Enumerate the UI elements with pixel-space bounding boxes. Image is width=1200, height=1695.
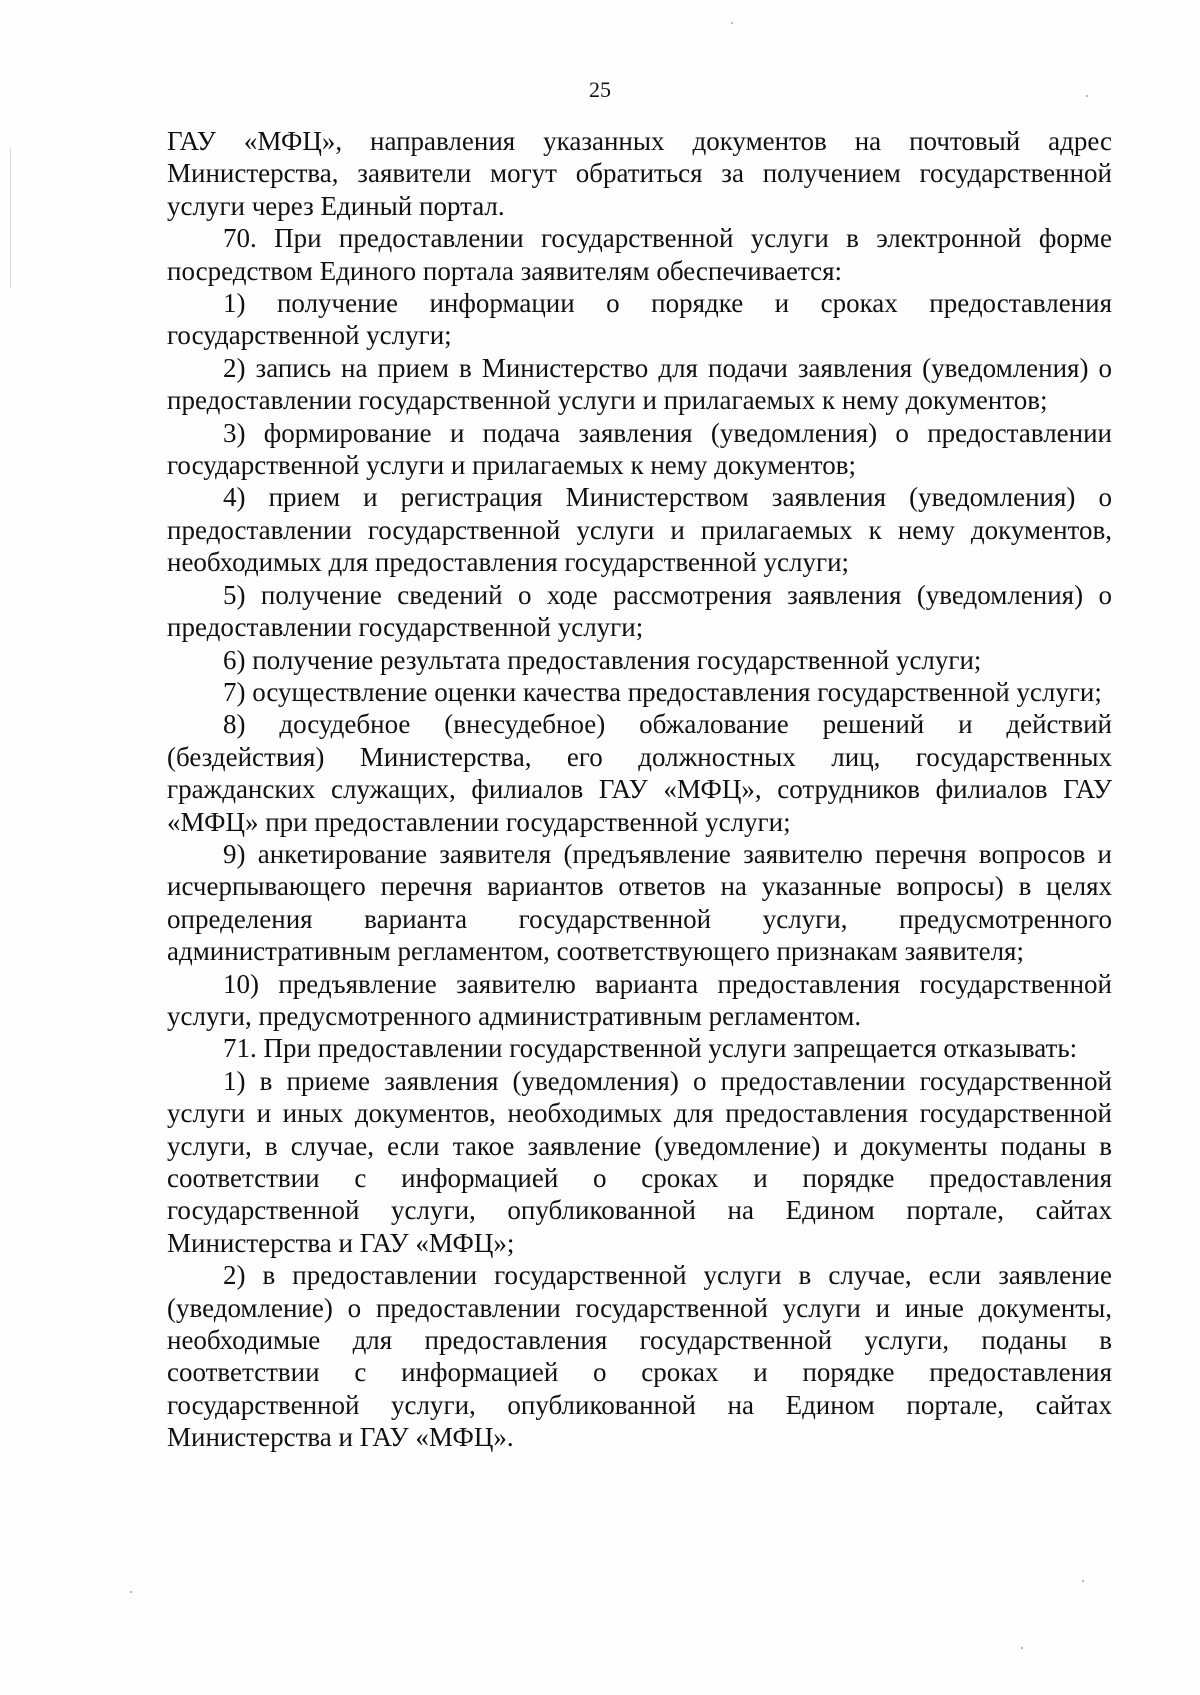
list-item-70-10: 10) предъявление заявителю варианта предоставления государственной услуги, предусмотренного административным регламентом. (167, 968, 1112, 1031)
paragraph-70: 70. При предоставлении государственной услуги в электронной форме посредством Единого портала заявителям обеспечивается: (167, 223, 1112, 286)
document-body (167, 125, 1112, 1454)
scan-speck (130, 1591, 132, 1593)
scan-speck (731, 22, 733, 24)
list-item-70-4: 4) прием и регистрация Министерством заявления (уведомления) о предоставлении государственной услуги и прилагаемых к нему документов, необходимых для предоставления государственной услуги; (167, 482, 1112, 578)
list-item-71-2: 2) в предоставлении государственной услуги в случае, если заявление (уведомление) о предоставлении государственной услуги и иные документы, необходимые для предоставления государственной услуги, поданы в соответствии с информацией о сроках и порядке предоставления государственной услуги, опубликованной на Едином портале, сайтах Министерства и ГАУ «МФЦ». (167, 1260, 1112, 1453)
list-item-70-2: 2) запись на прием в Министерство для подачи заявления (уведомления) о предоставлении государственной услуги и прилагаемых к нему документов; (167, 352, 1112, 416)
page-number: 25 (589, 77, 611, 102)
scan-speck (1021, 1647, 1023, 1649)
scan-edge-mark (10, 148, 11, 288)
list-item-70-8: 8) досудебное (внесудебное) обжалование решений и действий (бездействия) Министерства, его должностных лиц, государственных гражданских служащих, филиалов ГАУ «МФЦ», сотрудников филиалов ГАУ «МФЦ» при предоставлении государственной услуги; (167, 709, 1112, 837)
list-item-71-1: 1) в приеме заявления (уведомления) о предоставлении государственной услуги и иных документов, необходимых для предоставления государственной услуги, в случае, если такое заявление (уведомление) и документы поданы в соответствии с информацией о сроках и порядке предоставления государственной услуги, опубликованной на Едином портале, сайтах Министерства и ГАУ «МФЦ»; (167, 1065, 1112, 1258)
list-item-70-5: 5) получение сведений о ходе рассмотрения заявления (уведомления) о предоставлении государственной услуги; (167, 579, 1112, 643)
list-item-70-9: 9) анкетирование заявителя (предъявление заявителю перечня вопросов и исчерпывающего перечня вариантов ответов на указанные вопросы) в целях определения варианта государственной услуги, предусмотренного административным регламентом, соответствующего признакам заявителя; (167, 838, 1112, 967)
paragraph-continuation: ГАУ «МФЦ», направления указанных документов на почтовый адрес Министерства, заявители могут обратиться за получением государственной услуги через Единый портал. (167, 126, 1112, 221)
list-item-70-1: 1) получение информации о порядке и сроках предоставления государственной услуги; (167, 288, 1112, 351)
paragraph-71: 71. При предоставлении государственной услуги запрещается отказывать: (223, 1033, 1078, 1064)
scan-speck (1082, 1580, 1084, 1582)
list-item-70-6: 6) получение результата предоставления государственной услуги; (223, 644, 982, 675)
list-item-70-3: 3) формирование и подача заявления (уведомления) о предоставлении государственной услуги и прилагаемых к нему документов; (167, 417, 1112, 481)
list-item-70-7: 7) осуществление оценки качества предоставления государственной услуги; (223, 676, 1102, 707)
